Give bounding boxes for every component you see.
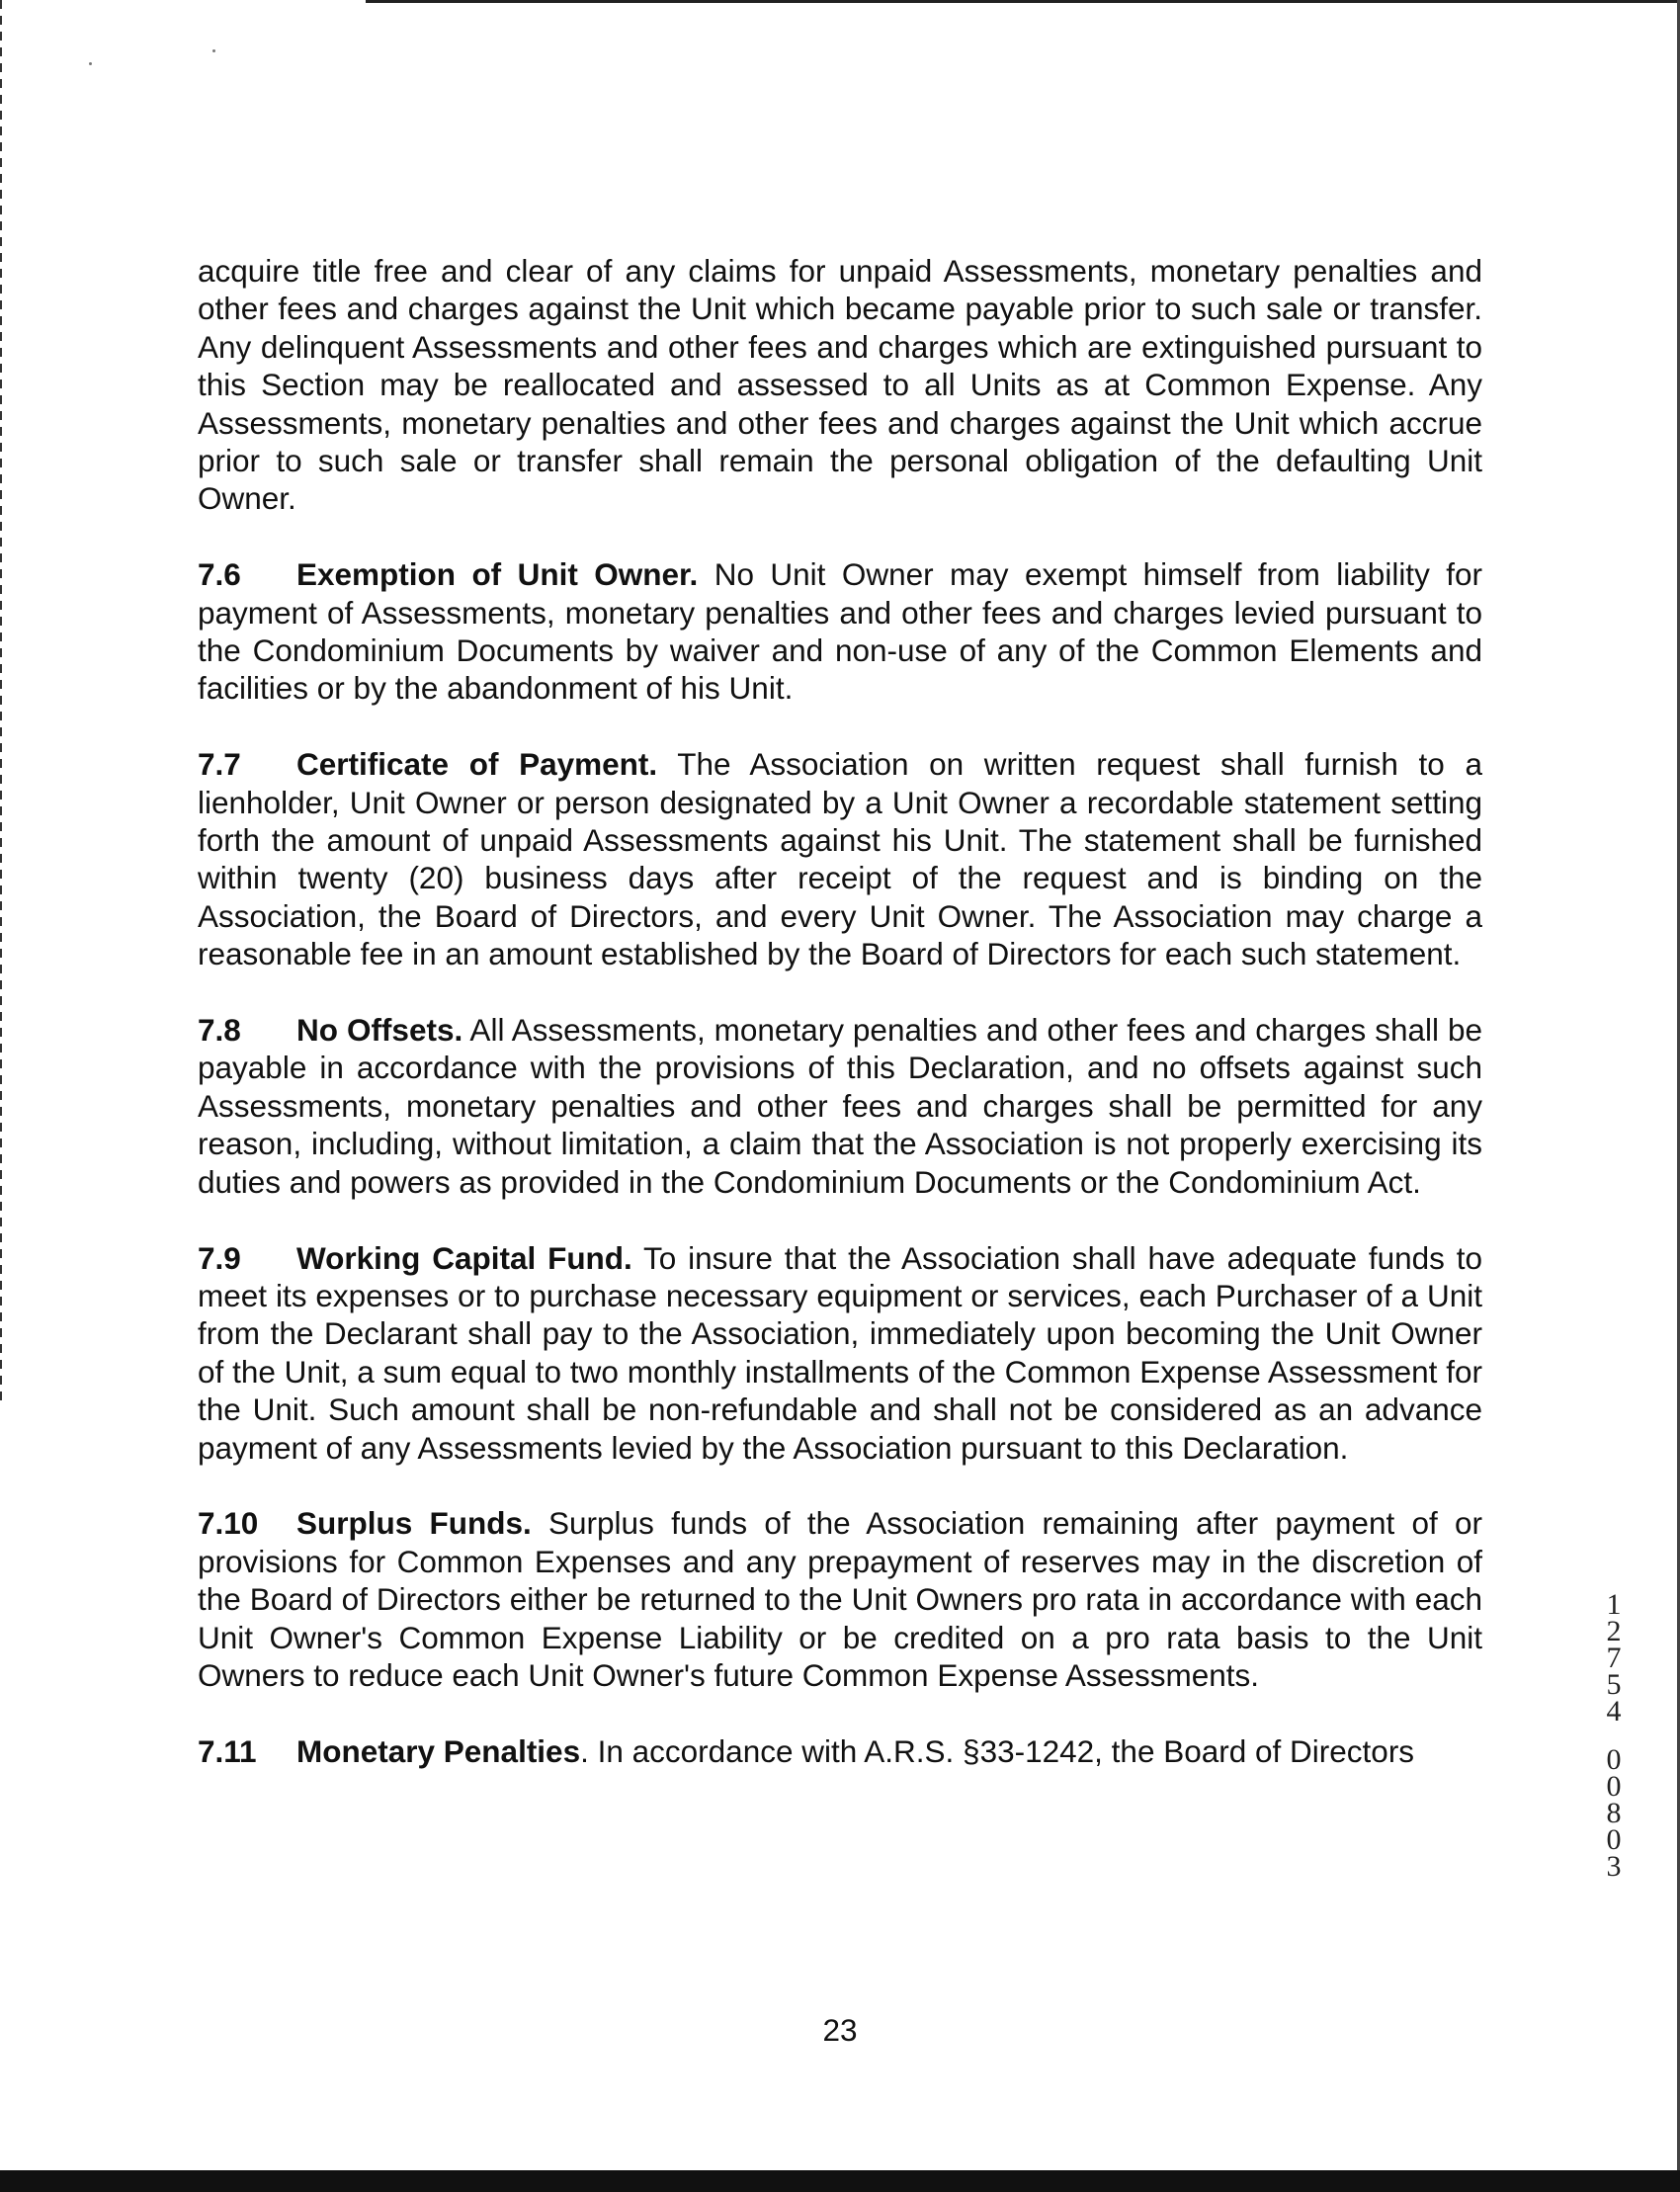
section-heading: Surplus Funds. bbox=[296, 1505, 532, 1542]
section-7-11 bbox=[198, 1732, 1482, 1770]
paragraph-text: acquire title free and clear of any claims for unpaid Assessments, monetary penalties and other fees and charges against the Unit which became payable prior to such sale or transfer. Any delinquent Assessments and other fees and charges which are extinguished pursuant to this Section may be reallocated and assessed to all Units as at Common Expense. Any Assessments, monetary penalties and other fees and charges against the Unit which accrue prior to such sale or transfer shall remain the personal obligation of the defaulting Unit Owner. bbox=[198, 253, 1482, 517]
section-heading: Certificate of Payment. bbox=[296, 746, 658, 783]
section-number: 7.10 bbox=[198, 1505, 259, 1542]
section-number: 7.9 bbox=[198, 1239, 241, 1276]
stamp-digit: 3 bbox=[1606, 1850, 1622, 1883]
section-text: No Unit Owner may exempt himself from liability for payment of Assessments, monetary penalties and other fees and charges levied pursuant to the Condominium Documents by waiver and non-use of any of the Common Elements and facilities or by the abandonment of his Unit. bbox=[198, 556, 1482, 707]
section-7-7 bbox=[198, 745, 1482, 972]
section-number: 7.11 bbox=[198, 1732, 257, 1769]
section-text: The Association on written request shall furnish to a lienholder, Unit Owner or person designated by a Unit Owner a recordable statement setting forth the amount of unpaid Assessments against his Unit. The statement shall be furnished within twenty (20) business days after receipt of the request and is binding on the Association, the Board of Directors, and every Unit Owner. The Association may charge a reasonable fee in an amount established by the Board of Directors for each such statement. bbox=[198, 746, 1482, 972]
document-body bbox=[198, 252, 1482, 1809]
stamp-digit: 1 bbox=[1606, 1588, 1622, 1621]
section-number: 7.6 bbox=[198, 556, 241, 593]
paragraph-continuation bbox=[198, 252, 1482, 518]
stamp-digit: 5 bbox=[1606, 1668, 1622, 1701]
section-heading: No Offsets. bbox=[296, 1012, 463, 1049]
scan-top-border bbox=[366, 0, 1680, 3]
section-7-6 bbox=[198, 555, 1482, 708]
section-number: 7.8 bbox=[198, 1012, 241, 1049]
section-heading: Exemption of Unit Owner. bbox=[296, 556, 699, 593]
section-7-9 bbox=[198, 1239, 1482, 1467]
scan-speck bbox=[212, 49, 215, 52]
section-heading: Monetary Penalties bbox=[296, 1732, 581, 1769]
section-7-8 bbox=[198, 1011, 1482, 1201]
stamp-digit: 0 bbox=[1606, 1743, 1622, 1776]
section-text: To insure that the Association shall have adequate funds to meet its expenses or to purchase necessary equipment or services, each Purchaser of a Unit from the Declarant shall pay to the Association, immediately upon becoming the Unit Owner of the Unit, a sum equal to two monthly installments of the Common Expense Assessment for the Unit. Such amount shall be non-refundable and shall not be considered as an advance payment of any Assessments levied by the Association pursuant to this Declaration. bbox=[198, 1239, 1482, 1466]
stamp-digit: 0 bbox=[1606, 1770, 1622, 1803]
section-heading: Working Capital Fund. bbox=[296, 1239, 632, 1276]
stamp-digit: 4 bbox=[1606, 1695, 1622, 1728]
page-number: 23 bbox=[822, 2012, 858, 2048]
section-text: Surplus funds of the Association remaining after payment of or provisions for Common Expenses and any prepayment of reserves may in the discretion of the Board of Directors either be returned to the Unit Owners pro rata in accordance with each Unit Owner's Common Expense Liability or be credited on a pro rata basis to the Unit Owners to reduce each Unit Owner's future Common Expense Assessments. bbox=[198, 1505, 1482, 1693]
section-7-10 bbox=[198, 1504, 1482, 1694]
section-text: All Assessments, monetary penalties and other fees and charges shall be payable in accordance with the provisions of this Declaration, and no offsets against such Assessments, monetary penalties and other fees and charges shall be permitted for any reason, including, without limitation, a claim that the Association is not properly exercising its duties and powers as provided in the Condominium Documents or the Condominium Act. bbox=[198, 1012, 1482, 1200]
recording-stamp bbox=[1599, 1588, 1629, 1883]
scan-left-edge bbox=[0, 0, 2, 1403]
stamp-digit: 0 bbox=[1606, 1823, 1622, 1856]
section-number: 7.7 bbox=[198, 746, 241, 783]
stamp-digit: 2 bbox=[1606, 1615, 1622, 1647]
scan-bottom-edge bbox=[0, 2170, 1680, 2192]
stamp-digit: 7 bbox=[1606, 1642, 1622, 1674]
stamp-digit: 8 bbox=[1606, 1797, 1622, 1829]
scan-speck bbox=[89, 62, 92, 65]
section-text: . In accordance with A.R.S. §33-1242, the Board of Directors bbox=[580, 1732, 1415, 1769]
